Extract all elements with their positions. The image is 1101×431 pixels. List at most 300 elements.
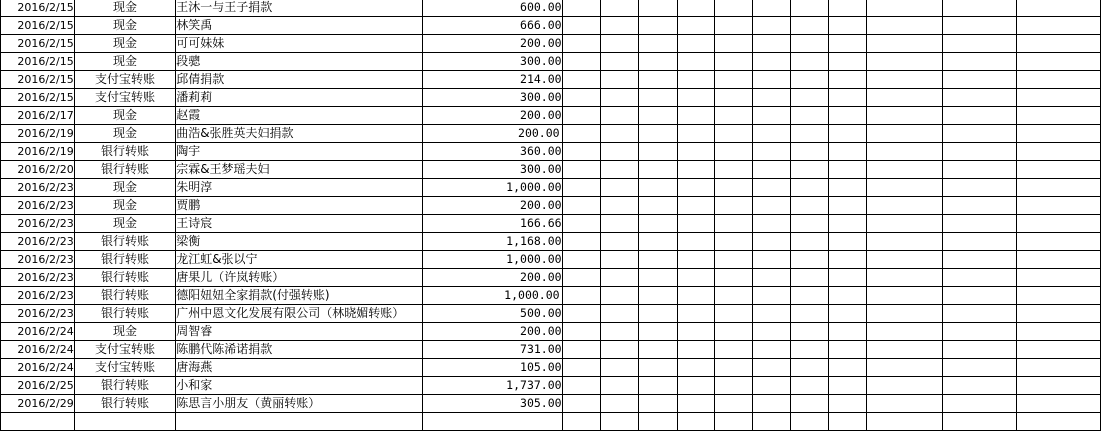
donor-cell[interactable]: 王沐一与王子捐款: [176, 0, 423, 17]
empty-cell[interactable]: [1017, 215, 1101, 233]
empty-cell[interactable]: [866, 89, 943, 107]
empty-cell[interactable]: [828, 395, 866, 413]
empty-cell[interactable]: [753, 413, 791, 431]
date-cell[interactable]: 2016/2/23: [1, 179, 75, 197]
empty-cell[interactable]: [715, 377, 753, 395]
empty-cell[interactable]: [715, 413, 753, 431]
empty-cell[interactable]: [562, 323, 601, 341]
empty-cell[interactable]: [753, 143, 791, 161]
empty-cell[interactable]: [828, 89, 866, 107]
date-cell[interactable]: 2016/2/23: [1, 287, 75, 305]
empty-cell[interactable]: [866, 35, 943, 53]
empty-cell[interactable]: [562, 53, 601, 71]
empty-cell[interactable]: [790, 359, 828, 377]
date-cell[interactable]: 2016/2/23: [1, 251, 75, 269]
donor-cell[interactable]: 周智睿: [176, 323, 423, 341]
amount-cell[interactable]: 200.00: [422, 125, 562, 143]
date-cell[interactable]: 2016/2/23: [1, 215, 75, 233]
empty-cell[interactable]: [715, 323, 753, 341]
empty-cell[interactable]: [943, 0, 1017, 17]
empty-cell[interactable]: [715, 107, 753, 125]
empty-cell[interactable]: [601, 269, 639, 287]
empty-cell[interactable]: [678, 107, 715, 125]
empty-cell[interactable]: [715, 359, 753, 377]
empty-cell[interactable]: [828, 35, 866, 53]
donor-cell[interactable]: 宗霖&王梦瑶夫妇: [176, 161, 423, 179]
payment-method-cell[interactable]: 银行转账: [74, 377, 175, 395]
payment-method-cell[interactable]: 银行转账: [74, 287, 175, 305]
empty-cell[interactable]: [790, 323, 828, 341]
empty-cell[interactable]: [562, 215, 601, 233]
empty-cell[interactable]: [866, 197, 943, 215]
empty-cell[interactable]: [678, 413, 715, 431]
empty-cell[interactable]: [753, 179, 791, 197]
donor-cell[interactable]: 德阳妞妞全家捐款(付强转账): [176, 287, 423, 305]
empty-cell[interactable]: [943, 143, 1017, 161]
empty-cell[interactable]: [943, 17, 1017, 35]
empty-cell[interactable]: [639, 197, 678, 215]
payment-method-cell[interactable]: 现金: [74, 179, 175, 197]
empty-cell[interactable]: [790, 107, 828, 125]
empty-cell[interactable]: [678, 341, 715, 359]
donor-cell[interactable]: 邱倩捐款: [176, 71, 423, 89]
empty-cell[interactable]: [715, 251, 753, 269]
empty-cell[interactable]: [715, 161, 753, 179]
amount-cell[interactable]: 200.00: [422, 269, 562, 287]
empty-cell[interactable]: [790, 215, 828, 233]
empty-cell[interactable]: [601, 179, 639, 197]
empty-cell[interactable]: [715, 395, 753, 413]
amount-cell[interactable]: 200.00: [422, 197, 562, 215]
empty-cell[interactable]: [790, 197, 828, 215]
date-cell[interactable]: 2016/2/15: [1, 0, 75, 17]
empty-cell[interactable]: [866, 71, 943, 89]
empty-cell[interactable]: [1017, 125, 1101, 143]
empty-cell[interactable]: [639, 251, 678, 269]
donor-cell[interactable]: 可可妹妹: [176, 35, 423, 53]
empty-cell[interactable]: [562, 377, 601, 395]
empty-cell[interactable]: [828, 179, 866, 197]
donor-cell[interactable]: 曲浩&张胜英夫妇捐款: [176, 125, 423, 143]
amount-cell[interactable]: 1,168.00: [422, 233, 562, 251]
empty-cell[interactable]: [639, 17, 678, 35]
amount-cell[interactable]: 300.00: [422, 89, 562, 107]
empty-cell[interactable]: [828, 125, 866, 143]
date-cell[interactable]: 2016/2/19: [1, 143, 75, 161]
empty-cell[interactable]: [1017, 305, 1101, 323]
empty-cell[interactable]: [678, 17, 715, 35]
empty-cell[interactable]: [943, 341, 1017, 359]
empty-cell[interactable]: [562, 71, 601, 89]
empty-cell[interactable]: [601, 359, 639, 377]
donor-cell[interactable]: 王诗宸: [176, 215, 423, 233]
empty-cell[interactable]: [562, 89, 601, 107]
amount-cell[interactable]: 731.00: [422, 341, 562, 359]
empty-cell[interactable]: [753, 305, 791, 323]
empty-cell[interactable]: [753, 269, 791, 287]
empty-cell[interactable]: [828, 107, 866, 125]
empty-cell[interactable]: [943, 125, 1017, 143]
amount-cell[interactable]: 300.00: [422, 161, 562, 179]
empty-cell[interactable]: [601, 251, 639, 269]
empty-cell[interactable]: [790, 125, 828, 143]
empty-cell[interactable]: [866, 0, 943, 17]
empty-cell[interactable]: [1017, 35, 1101, 53]
empty-cell[interactable]: [562, 233, 601, 251]
empty-cell[interactable]: [866, 125, 943, 143]
payment-method-cell[interactable]: 银行转账: [74, 161, 175, 179]
empty-cell[interactable]: [639, 287, 678, 305]
amount-cell[interactable]: 200.00: [422, 323, 562, 341]
empty-cell[interactable]: [1017, 197, 1101, 215]
empty-cell[interactable]: [678, 125, 715, 143]
amount-cell[interactable]: [422, 413, 562, 431]
empty-cell[interactable]: [601, 233, 639, 251]
empty-cell[interactable]: [601, 107, 639, 125]
empty-cell[interactable]: [790, 53, 828, 71]
empty-cell[interactable]: [639, 143, 678, 161]
empty-cell[interactable]: [715, 143, 753, 161]
date-cell[interactable]: 2016/2/24: [1, 359, 75, 377]
payment-method-cell[interactable]: 银行转账: [74, 269, 175, 287]
empty-cell[interactable]: [678, 287, 715, 305]
empty-cell[interactable]: [828, 377, 866, 395]
empty-cell[interactable]: [562, 269, 601, 287]
empty-cell[interactable]: [866, 53, 943, 71]
donor-cell[interactable]: 段骢: [176, 53, 423, 71]
date-cell[interactable]: 2016/2/29: [1, 395, 75, 413]
empty-cell[interactable]: [753, 125, 791, 143]
empty-cell[interactable]: [601, 323, 639, 341]
payment-method-cell[interactable]: 银行转账: [74, 395, 175, 413]
donor-cell[interactable]: [176, 413, 423, 431]
empty-cell[interactable]: [601, 143, 639, 161]
empty-cell[interactable]: [601, 71, 639, 89]
donor-cell[interactable]: 梁衡: [176, 233, 423, 251]
empty-cell[interactable]: [601, 53, 639, 71]
donor-cell[interactable]: 陈思言小朋友（黄丽转账）: [176, 395, 423, 413]
payment-method-cell[interactable]: 现金: [74, 53, 175, 71]
empty-cell[interactable]: [828, 215, 866, 233]
empty-cell[interactable]: [562, 197, 601, 215]
empty-cell[interactable]: [1017, 233, 1101, 251]
empty-cell[interactable]: [866, 413, 943, 431]
empty-cell[interactable]: [678, 215, 715, 233]
empty-cell[interactable]: [943, 305, 1017, 323]
empty-cell[interactable]: [639, 395, 678, 413]
payment-method-cell[interactable]: 支付宝转账: [74, 71, 175, 89]
empty-cell[interactable]: [715, 89, 753, 107]
payment-method-cell[interactable]: 银行转账: [74, 305, 175, 323]
donor-cell[interactable]: 陶宇: [176, 143, 423, 161]
empty-cell[interactable]: [1017, 89, 1101, 107]
empty-cell[interactable]: [790, 143, 828, 161]
empty-cell[interactable]: [562, 161, 601, 179]
empty-cell[interactable]: [828, 251, 866, 269]
empty-cell[interactable]: [678, 233, 715, 251]
amount-cell[interactable]: 1,000.00: [422, 287, 562, 305]
amount-cell[interactable]: 105.00: [422, 359, 562, 377]
empty-cell[interactable]: [601, 0, 639, 17]
empty-cell[interactable]: [678, 323, 715, 341]
empty-cell[interactable]: [715, 269, 753, 287]
date-cell[interactable]: 2016/2/23: [1, 269, 75, 287]
empty-cell[interactable]: [943, 53, 1017, 71]
empty-cell[interactable]: [678, 71, 715, 89]
amount-cell[interactable]: 166.66: [422, 215, 562, 233]
empty-cell[interactable]: [1017, 323, 1101, 341]
payment-method-cell[interactable]: 现金: [74, 125, 175, 143]
empty-cell[interactable]: [715, 125, 753, 143]
empty-cell[interactable]: [601, 125, 639, 143]
donor-cell[interactable]: 龙江虹&张以宁: [176, 251, 423, 269]
payment-method-cell[interactable]: 现金: [74, 35, 175, 53]
payment-method-cell[interactable]: 现金: [74, 215, 175, 233]
empty-cell[interactable]: [639, 359, 678, 377]
donor-cell[interactable]: 广州中恩文化发展有限公司（林晓媚转账）: [176, 305, 423, 323]
amount-cell[interactable]: 200.00: [422, 35, 562, 53]
empty-cell[interactable]: [562, 179, 601, 197]
date-cell[interactable]: 2016/2/23: [1, 233, 75, 251]
empty-cell[interactable]: [639, 341, 678, 359]
empty-cell[interactable]: [753, 35, 791, 53]
empty-cell[interactable]: [790, 71, 828, 89]
payment-method-cell[interactable]: 支付宝转账: [74, 359, 175, 377]
empty-cell[interactable]: [943, 233, 1017, 251]
donor-cell[interactable]: 朱明淳: [176, 179, 423, 197]
empty-cell[interactable]: [753, 377, 791, 395]
empty-cell[interactable]: [790, 89, 828, 107]
empty-cell[interactable]: [715, 179, 753, 197]
empty-cell[interactable]: [715, 233, 753, 251]
payment-method-cell[interactable]: 现金: [74, 107, 175, 125]
empty-cell[interactable]: [715, 341, 753, 359]
empty-cell[interactable]: [866, 143, 943, 161]
empty-cell[interactable]: [753, 323, 791, 341]
amount-cell[interactable]: 200.00: [422, 107, 562, 125]
empty-cell[interactable]: [790, 395, 828, 413]
empty-cell[interactable]: [1017, 53, 1101, 71]
empty-cell[interactable]: [866, 17, 943, 35]
empty-cell[interactable]: [866, 215, 943, 233]
empty-cell[interactable]: [753, 287, 791, 305]
empty-cell[interactable]: [715, 0, 753, 17]
empty-cell[interactable]: [601, 35, 639, 53]
empty-cell[interactable]: [639, 377, 678, 395]
date-cell[interactable]: 2016/2/15: [1, 89, 75, 107]
donor-cell[interactable]: 林笑禹: [176, 17, 423, 35]
empty-cell[interactable]: [562, 125, 601, 143]
empty-cell[interactable]: [790, 413, 828, 431]
empty-cell[interactable]: [828, 71, 866, 89]
empty-cell[interactable]: [562, 251, 601, 269]
empty-cell[interactable]: [828, 341, 866, 359]
empty-cell[interactable]: [943, 269, 1017, 287]
empty-cell[interactable]: [943, 287, 1017, 305]
empty-cell[interactable]: [1017, 0, 1101, 17]
empty-cell[interactable]: [601, 305, 639, 323]
empty-cell[interactable]: [828, 17, 866, 35]
empty-cell[interactable]: [943, 35, 1017, 53]
empty-cell[interactable]: [753, 0, 791, 17]
empty-cell[interactable]: [601, 215, 639, 233]
empty-cell[interactable]: [601, 377, 639, 395]
empty-cell[interactable]: [828, 359, 866, 377]
empty-cell[interactable]: [601, 89, 639, 107]
empty-cell[interactable]: [943, 215, 1017, 233]
empty-cell[interactable]: [1017, 341, 1101, 359]
date-cell[interactable]: 2016/2/24: [1, 323, 75, 341]
empty-cell[interactable]: [678, 377, 715, 395]
empty-cell[interactable]: [753, 215, 791, 233]
empty-cell[interactable]: [562, 35, 601, 53]
empty-cell[interactable]: [678, 395, 715, 413]
empty-cell[interactable]: [866, 287, 943, 305]
empty-cell[interactable]: [828, 233, 866, 251]
empty-cell[interactable]: [753, 251, 791, 269]
empty-cell[interactable]: [1017, 71, 1101, 89]
empty-cell[interactable]: [639, 179, 678, 197]
empty-cell[interactable]: [866, 323, 943, 341]
donor-cell[interactable]: 陈鹏代陈浠诺捐款: [176, 341, 423, 359]
empty-cell[interactable]: [790, 377, 828, 395]
empty-cell[interactable]: [1017, 179, 1101, 197]
empty-cell[interactable]: [678, 143, 715, 161]
date-cell[interactable]: 2016/2/23: [1, 305, 75, 323]
empty-cell[interactable]: [639, 215, 678, 233]
empty-cell[interactable]: [828, 323, 866, 341]
date-cell[interactable]: 2016/2/15: [1, 35, 75, 53]
empty-cell[interactable]: [943, 179, 1017, 197]
empty-cell[interactable]: [639, 125, 678, 143]
empty-cell[interactable]: [639, 35, 678, 53]
date-cell[interactable]: 2016/2/24: [1, 341, 75, 359]
empty-cell[interactable]: [753, 341, 791, 359]
amount-cell[interactable]: 305.00: [422, 395, 562, 413]
payment-method-cell[interactable]: 现金: [74, 0, 175, 17]
amount-cell[interactable]: 360.00: [422, 143, 562, 161]
empty-cell[interactable]: [678, 0, 715, 17]
empty-cell[interactable]: [1017, 17, 1101, 35]
empty-cell[interactable]: [866, 233, 943, 251]
empty-cell[interactable]: [866, 179, 943, 197]
amount-cell[interactable]: 1,737.00: [422, 377, 562, 395]
empty-cell[interactable]: [601, 413, 639, 431]
empty-cell[interactable]: [562, 305, 601, 323]
empty-cell[interactable]: [715, 53, 753, 71]
payment-method-cell[interactable]: 现金: [74, 197, 175, 215]
empty-cell[interactable]: [1017, 377, 1101, 395]
empty-cell[interactable]: [715, 17, 753, 35]
empty-cell[interactable]: [790, 341, 828, 359]
empty-cell[interactable]: [678, 197, 715, 215]
empty-cell[interactable]: [866, 359, 943, 377]
empty-cell[interactable]: [828, 269, 866, 287]
empty-cell[interactable]: [828, 287, 866, 305]
empty-cell[interactable]: [639, 323, 678, 341]
empty-cell[interactable]: [943, 197, 1017, 215]
empty-cell[interactable]: [1017, 359, 1101, 377]
empty-cell[interactable]: [639, 161, 678, 179]
empty-cell[interactable]: [866, 251, 943, 269]
empty-cell[interactable]: [790, 251, 828, 269]
empty-cell[interactable]: [943, 89, 1017, 107]
empty-cell[interactable]: [828, 143, 866, 161]
empty-cell[interactable]: [753, 161, 791, 179]
date-cell[interactable]: 2016/2/15: [1, 71, 75, 89]
empty-cell[interactable]: [866, 269, 943, 287]
empty-cell[interactable]: [943, 161, 1017, 179]
empty-cell[interactable]: [601, 17, 639, 35]
empty-cell[interactable]: [601, 197, 639, 215]
empty-cell[interactable]: [866, 377, 943, 395]
empty-cell[interactable]: [753, 197, 791, 215]
empty-cell[interactable]: [866, 341, 943, 359]
donor-cell[interactable]: 唐海燕: [176, 359, 423, 377]
empty-cell[interactable]: [678, 35, 715, 53]
empty-cell[interactable]: [790, 269, 828, 287]
empty-cell[interactable]: [678, 179, 715, 197]
empty-cell[interactable]: [943, 359, 1017, 377]
empty-cell[interactable]: [790, 0, 828, 17]
empty-cell[interactable]: [678, 53, 715, 71]
empty-cell[interactable]: [639, 71, 678, 89]
donor-cell[interactable]: 赵霞: [176, 107, 423, 125]
empty-cell[interactable]: [866, 107, 943, 125]
empty-cell[interactable]: [562, 287, 601, 305]
empty-cell[interactable]: [828, 161, 866, 179]
empty-cell[interactable]: [639, 53, 678, 71]
empty-cell[interactable]: [601, 287, 639, 305]
empty-cell[interactable]: [678, 89, 715, 107]
payment-method-cell[interactable]: 支付宝转账: [74, 89, 175, 107]
date-cell[interactable]: [1, 413, 75, 431]
empty-cell[interactable]: [562, 413, 601, 431]
empty-cell[interactable]: [678, 269, 715, 287]
empty-cell[interactable]: [753, 71, 791, 89]
empty-cell[interactable]: [715, 215, 753, 233]
empty-cell[interactable]: [828, 0, 866, 17]
empty-cell[interactable]: [828, 53, 866, 71]
empty-cell[interactable]: [943, 413, 1017, 431]
empty-cell[interactable]: [639, 107, 678, 125]
empty-cell[interactable]: [790, 305, 828, 323]
date-cell[interactable]: 2016/2/19: [1, 125, 75, 143]
donor-cell[interactable]: 贾鹏: [176, 197, 423, 215]
empty-cell[interactable]: [753, 53, 791, 71]
empty-cell[interactable]: [639, 305, 678, 323]
payment-method-cell[interactable]: 银行转账: [74, 251, 175, 269]
empty-cell[interactable]: [562, 341, 601, 359]
empty-cell[interactable]: [866, 395, 943, 413]
amount-cell[interactable]: 500.00: [422, 305, 562, 323]
empty-cell[interactable]: [1017, 251, 1101, 269]
empty-cell[interactable]: [1017, 413, 1101, 431]
empty-cell[interactable]: [753, 107, 791, 125]
empty-cell[interactable]: [562, 17, 601, 35]
empty-cell[interactable]: [943, 107, 1017, 125]
payment-method-cell[interactable]: 银行转账: [74, 143, 175, 161]
donor-cell[interactable]: 潘莉莉: [176, 89, 423, 107]
empty-cell[interactable]: [601, 395, 639, 413]
empty-cell[interactable]: [601, 161, 639, 179]
empty-cell[interactable]: [790, 35, 828, 53]
empty-cell[interactable]: [753, 89, 791, 107]
date-cell[interactable]: 2016/2/25: [1, 377, 75, 395]
empty-cell[interactable]: [753, 359, 791, 377]
date-cell[interactable]: 2016/2/20: [1, 161, 75, 179]
empty-cell[interactable]: [943, 377, 1017, 395]
